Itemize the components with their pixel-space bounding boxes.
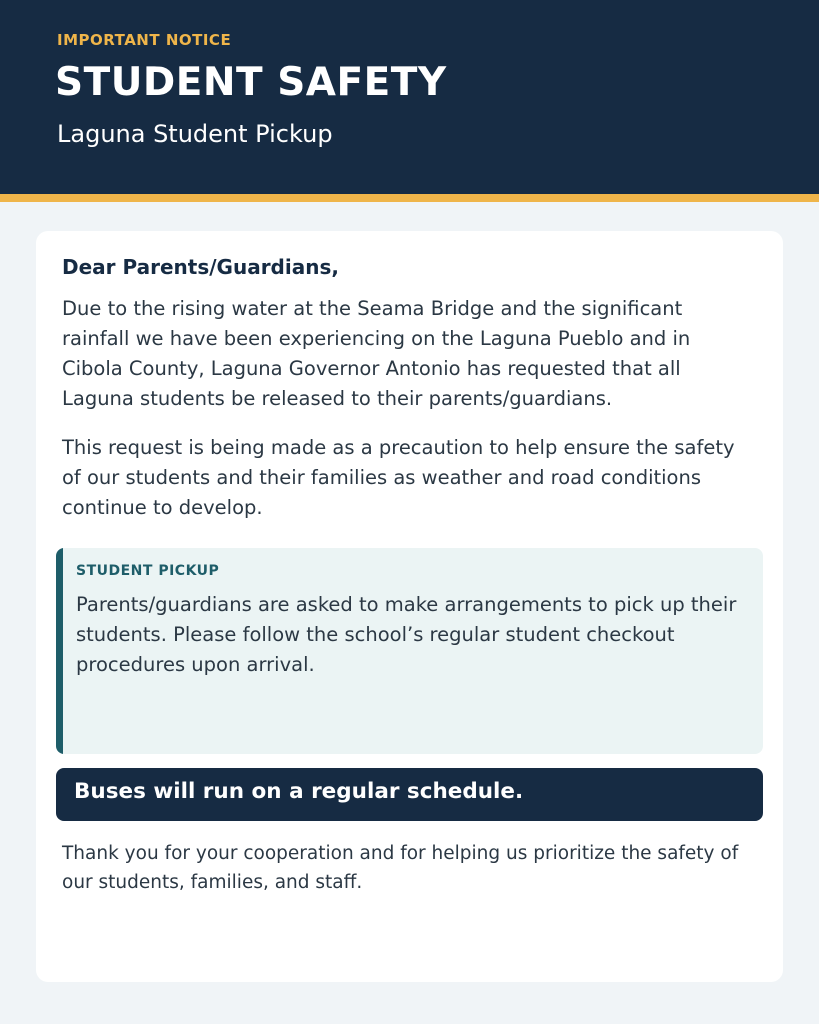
bus-schedule-banner [56, 768, 763, 821]
page-title: STUDENT SAFETY [55, 60, 447, 105]
student-pickup-callout [56, 548, 763, 754]
letter-paragraph-1: Due to the rising water at the Seama Bridge and the significant rainfall we have been experiencing on the Laguna Pueblo and in Cibola County, Laguna Governor Antonio has requested that all Laguna students be released to their parents/guardians. [62, 297, 691, 410]
banner-text: Buses will run on a regular schedule. [74, 779, 524, 804]
letter-paragraph-2: This request is being made as a precaution to help ensure the safety of our students and their families as weather and road conditions continue to develop. [62, 436, 735, 519]
callout-label: STUDENT PICKUP [76, 563, 220, 579]
letter-greeting: Dear Parents/Guardians, [62, 255, 339, 279]
eyebrow-label: IMPORTANT NOTICE [57, 31, 232, 49]
callout-accent-bar [56, 548, 63, 754]
letter-card [36, 231, 783, 982]
page-subtitle: Laguna Student Pickup [57, 120, 333, 148]
notice-header [0, 0, 819, 194]
letter-closing: Thank you for your cooperation and for helping us prioritize the safety of our students, families, and staff. [62, 843, 739, 893]
header-accent-stripe [0, 194, 819, 202]
callout-text: Parents/guardians are asked to make arrangements to pick up their students. Please follow the school’s regular student checkout procedures upon arrival. [76, 593, 737, 676]
